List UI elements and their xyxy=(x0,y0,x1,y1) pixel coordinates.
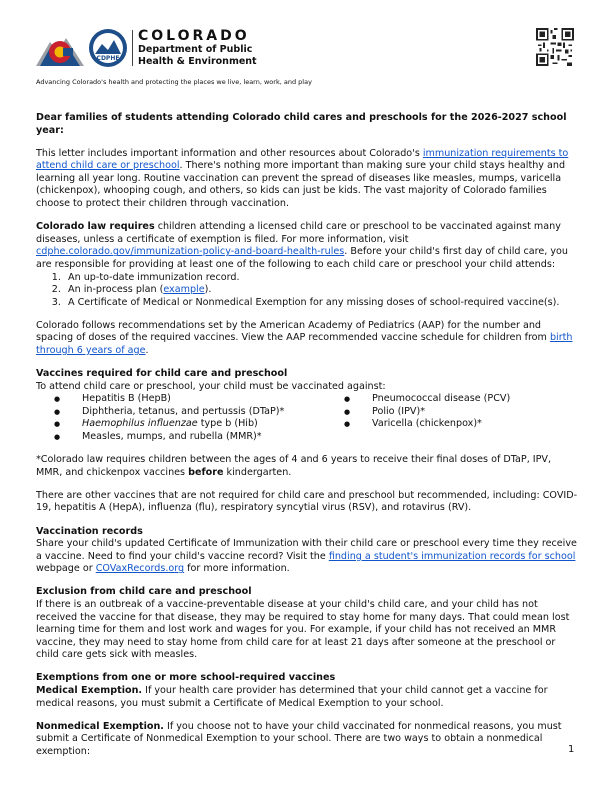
finding-records-link[interactable]: finding a student's immunization records for school xyxy=(328,550,576,562)
org-colorado: COLORADO xyxy=(138,28,250,44)
footnote-pre: *Colorado law requires children between the ages of 4 and 6 years to receive their final doses of DTaP, IPV, MMR, and chickenpox vaccines xyxy=(36,454,552,478)
law-text1: children attending a licensed child care or preschool to be vaccinated against many diseases, unless a certificate of exemption is filed. For more information, visit xyxy=(36,221,561,245)
list-item-text: An up-to-date immunization record. xyxy=(68,271,240,283)
medical-exemption-text: If your health care provider has determined that your child cannot get a vaccine for medical reasons, you must submit a Certificate of Medical Exemption to your school. xyxy=(36,685,548,709)
list-item: ● Pneumococcal disease (PCV) xyxy=(344,393,574,406)
vaccine-list xyxy=(36,393,578,443)
list-item: ● Polio (IPV)* xyxy=(344,406,574,419)
aap-text-pre: Colorado follows recommendations set by the American Academy of Pediatrics (AAP) for the number and spacing of doses of the required vaccines. View the AAP recommended vaccine schedule for children from xyxy=(36,319,550,344)
intro-paragraph xyxy=(36,148,578,211)
exclusion-paragraph: If there is an outbreak of a vaccine-preventable disease at your child's child care, and your child has not received the vaccine for that disease, they may be required to stay home for many days. That could mean lost learning time for them and lost work and wages for you. For example, if your child has not received an MMR vaccine, they may need to stay home from child care for at least 21 days after someone at the preschool or child care gets sick with measles. xyxy=(36,599,570,661)
aap-schedule-link[interactable]: birth through 6 years of age xyxy=(36,332,573,356)
footnote-post: kindergarten. xyxy=(223,466,292,478)
other-vaccines-paragraph: There are other vaccines that are not required for child care and preschool but recommended, including: COVID-19, hepatitis A (HepA), influenza (flu), respiratory syncytial virus (RSV), and rotavirus (RV). xyxy=(36,489,578,514)
records-text-mid: webpage or xyxy=(36,563,96,575)
cdphe-logo xyxy=(36,24,296,72)
list-item xyxy=(64,284,578,297)
aap-paragraph xyxy=(36,320,578,358)
records-text-post: for more information. xyxy=(184,563,290,575)
hib-italic: Haemophilus influenzae xyxy=(82,418,198,430)
medical-exemption-bold: Medical Exemption. xyxy=(36,685,143,697)
letter-body xyxy=(36,112,578,759)
footnote-bold: before xyxy=(188,466,224,478)
letterhead xyxy=(36,24,578,74)
nonmedical-exemption-bold: Nonmedical Exemption. xyxy=(36,720,164,732)
org-dept-line2: Health & Environment xyxy=(138,56,257,67)
records-text-pre: Share your child's updated Certificate of Immunization with their child care or preschool every time they receive a vaccine. Need to find your child's vaccine record? Visit the xyxy=(36,538,577,562)
org-name xyxy=(138,28,257,68)
cdphe-seal-icon xyxy=(88,28,128,68)
requirements-list xyxy=(36,272,578,310)
medical-exemption-paragraph xyxy=(36,685,578,710)
nonmedical-exemption-text: If you choose not to have your child vaccinated for nonmedical reasons, you must submit a Certificate of Nonmedical Exemption to your school. There are two ways to obtain a nonmedical exemption: xyxy=(36,720,562,757)
list-item: ● Diphtheria, tetanus, and pertussis (DTaP)* xyxy=(54,406,344,419)
colorado-c-logo-icon xyxy=(36,30,84,66)
covaxrecords-link[interactable]: COVaxRecords.org xyxy=(95,563,185,575)
logo-divider xyxy=(132,30,133,66)
org-dept-line1: Department of Public xyxy=(138,44,253,55)
list-item: ● Varicella (chickenpox)* xyxy=(344,418,574,431)
law-paragraph xyxy=(36,221,578,271)
example-link[interactable]: example xyxy=(163,284,205,296)
list-item xyxy=(64,272,578,285)
list-item: ● Hepatitis B (HepB) xyxy=(54,393,344,406)
exemptions-heading: Exemptions from one or more school-required vaccines xyxy=(36,672,336,684)
aap-text-post: . xyxy=(145,345,149,356)
qr-code-icon[interactable] xyxy=(536,28,574,66)
hib-rest: type b (Hib) xyxy=(197,418,258,430)
vaccines-heading: Vaccines required for child care and preschool xyxy=(36,368,288,380)
footnote xyxy=(36,454,578,479)
vaccines-intro: To attend child care or preschool, your child must be vaccinated against: xyxy=(36,380,386,392)
intro-text-post: . There's nothing more important than making sure your child stays healthy and learning all year long. Routine vaccination can prevent the spread of diseases like measles, mumps, varicella (chickenpox), whooping cough, and others, so kids can just be kids. The vast majority of Colorado families choose to protect their children through vaccination. xyxy=(36,160,566,210)
law-bold: Colorado law requires xyxy=(36,221,155,233)
records-paragraph xyxy=(36,538,578,576)
immunization-requirements-link[interactable]: immunization requirements to attend child care or preschool xyxy=(36,147,569,172)
tagline: Advancing Colorado's health and protecting the places we live, learn, work, and play xyxy=(36,78,312,86)
nonmedical-exemption-paragraph xyxy=(36,721,578,759)
policy-rules-link[interactable]: cdphe.colorado.gov/immunization-policy-and-board-health-rules xyxy=(36,246,345,258)
law-text2: . Before your child's first day of child care, you are responsible for providing at least one of the following to each child care or preschool your child attends: xyxy=(36,246,569,270)
list-item xyxy=(54,418,344,431)
list-item-text-post: ). xyxy=(204,284,212,296)
intro-text-pre: This letter includes important information and other resources about Colorado's xyxy=(36,147,423,159)
seal-text: CDPHE xyxy=(96,55,120,62)
greeting: Dear families of students attending Colorado child cares and preschools for the 2026-2027 school year: xyxy=(36,112,567,136)
page-number: 1 xyxy=(568,744,575,755)
list-item-text: An in-process plan ( xyxy=(68,284,164,296)
exclusion-heading: Exclusion from child care and preschool xyxy=(36,586,252,598)
list-item-text: A Certificate of Medical or Nonmedical Exemption for any missing doses of school-required vaccine(s). xyxy=(68,296,560,308)
list-item: ● Measles, mumps, and rubella (MMR)* xyxy=(54,431,344,444)
list-item xyxy=(64,297,578,310)
vaccine-list-right xyxy=(344,393,574,443)
vaccine-list-left xyxy=(36,393,344,443)
records-heading: Vaccination records xyxy=(36,525,143,537)
